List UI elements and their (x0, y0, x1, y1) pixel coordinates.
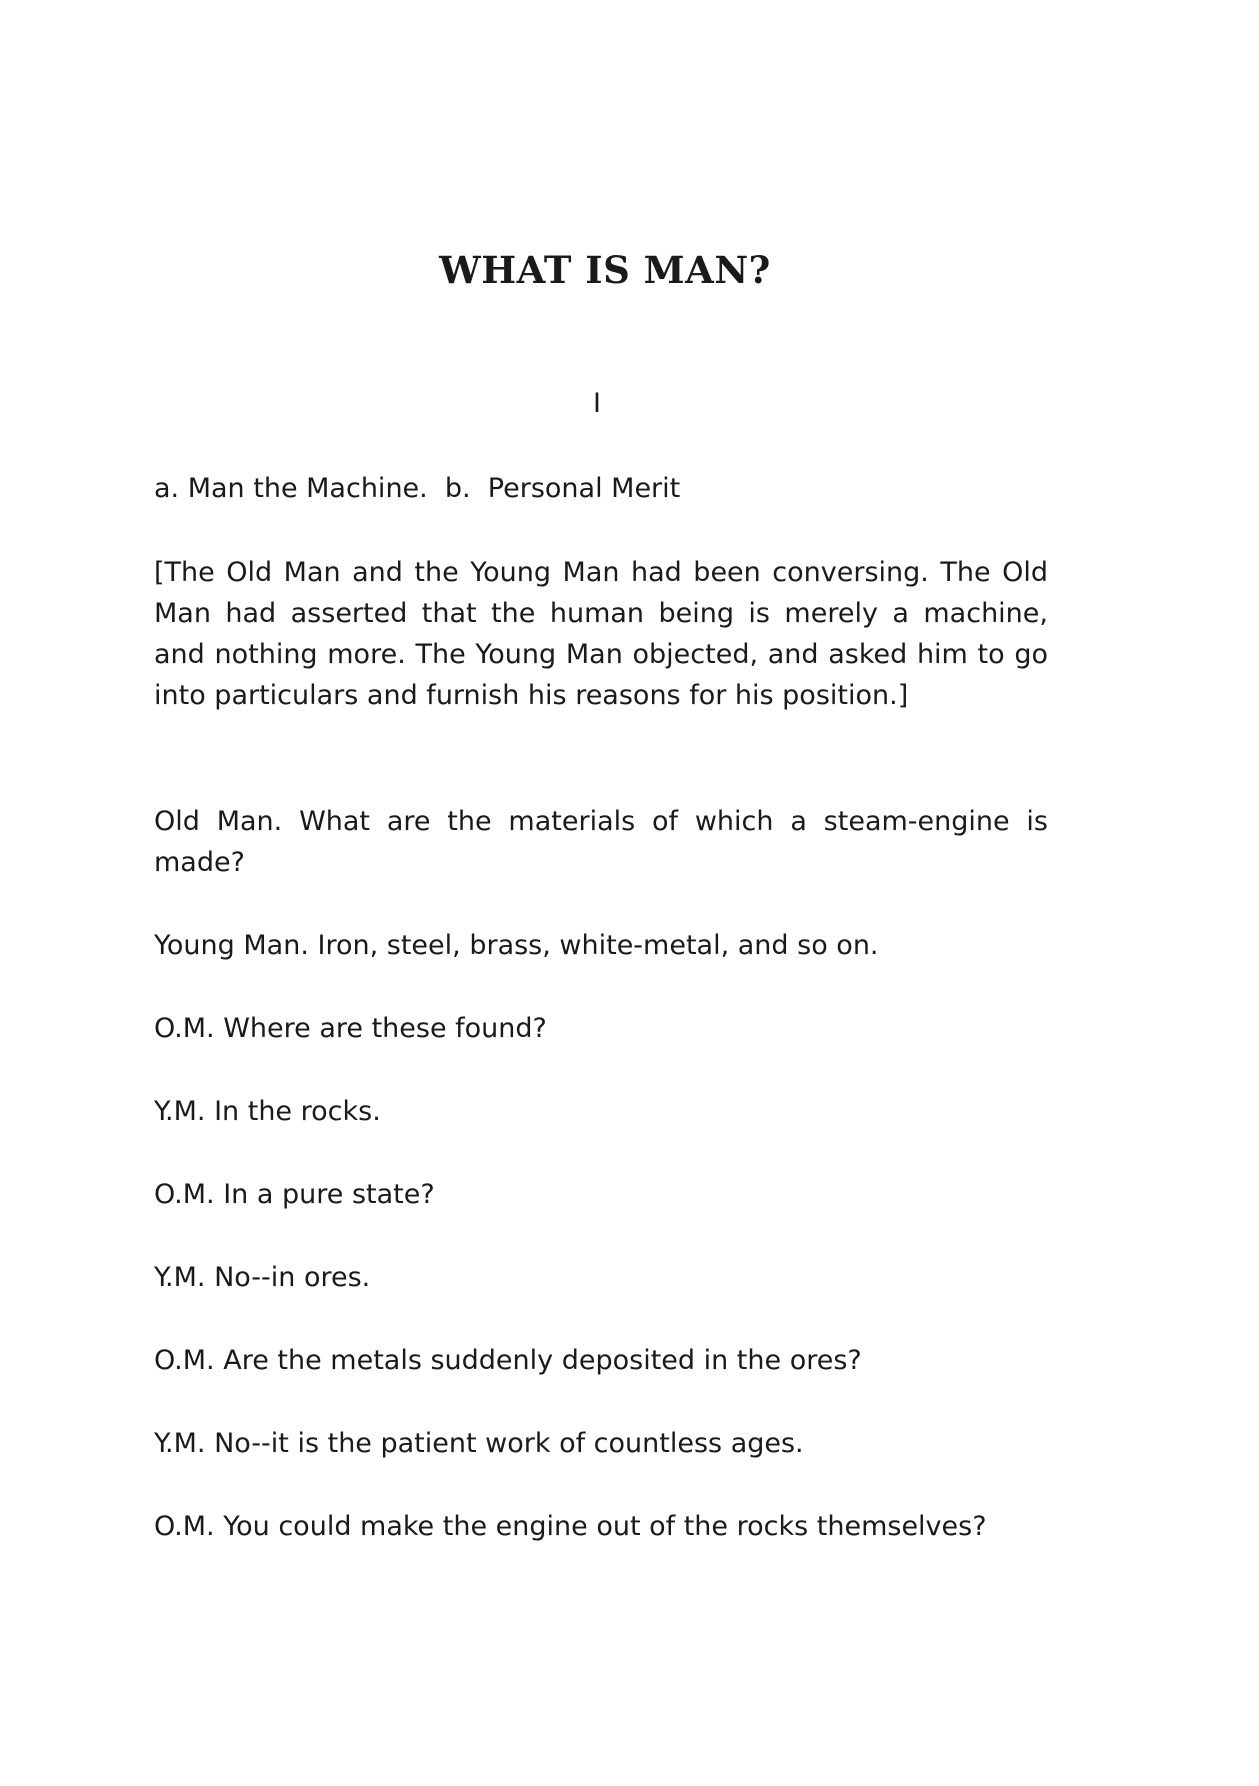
chapter-number: I (593, 388, 601, 419)
dialogue-text: No--in ores. (214, 1262, 371, 1293)
dialogue-line (154, 1091, 1048, 1132)
speaker-label: Young Man. (154, 930, 309, 961)
dialogue-line (154, 1423, 1048, 1464)
speaker-label: O.M. (154, 1179, 215, 1210)
speaker-label: O.M. (154, 1345, 215, 1376)
page-title: WHAT IS MAN? (439, 248, 771, 292)
dialogue-text: What are the materials of which a steam-engine is made? (154, 806, 1048, 878)
dialogue-line (154, 1008, 1048, 1049)
dialogue-text: In a pure state? (223, 1179, 435, 1210)
speaker-label: Y.M. (154, 1096, 206, 1127)
chapter-subtitle: a. Man the Machine. b. Personal Merit (154, 473, 681, 504)
speaker-label: O.M. (154, 1511, 215, 1542)
dialogue-line (154, 1174, 1048, 1215)
dialogue-text: Iron, steel, brass, white-metal, and so on. (317, 930, 879, 961)
dialogue-line (154, 925, 1048, 966)
speaker-label: O.M. (154, 1013, 215, 1044)
dialogue-text: You could make the engine out of the rocks themselves? (223, 1511, 987, 1542)
speaker-label: Y.M. (154, 1262, 206, 1293)
dialogue-line (154, 801, 1048, 883)
dialogue-text: Where are these found? (223, 1013, 547, 1044)
dialogue-line (154, 1257, 1048, 1298)
dialogue-line (154, 1506, 1048, 1547)
speaker-label: Old Man. (154, 806, 283, 837)
dialogue-line (154, 1340, 1048, 1381)
intro-paragraph: [The Old Man and the Young Man had been conversing. The Old Man had asserted that the human being is merely a machine, and nothing more. The Young Man objected, and asked him to go into particulars and furnish his reasons for his position.] (154, 557, 1048, 711)
dialogue-text: No--it is the patient work of countless ages. (214, 1428, 804, 1459)
speaker-label: Y.M. (154, 1428, 206, 1459)
dialogue-text: Are the metals suddenly deposited in the ores? (223, 1345, 862, 1376)
dialogue-text: In the rocks. (214, 1096, 381, 1127)
